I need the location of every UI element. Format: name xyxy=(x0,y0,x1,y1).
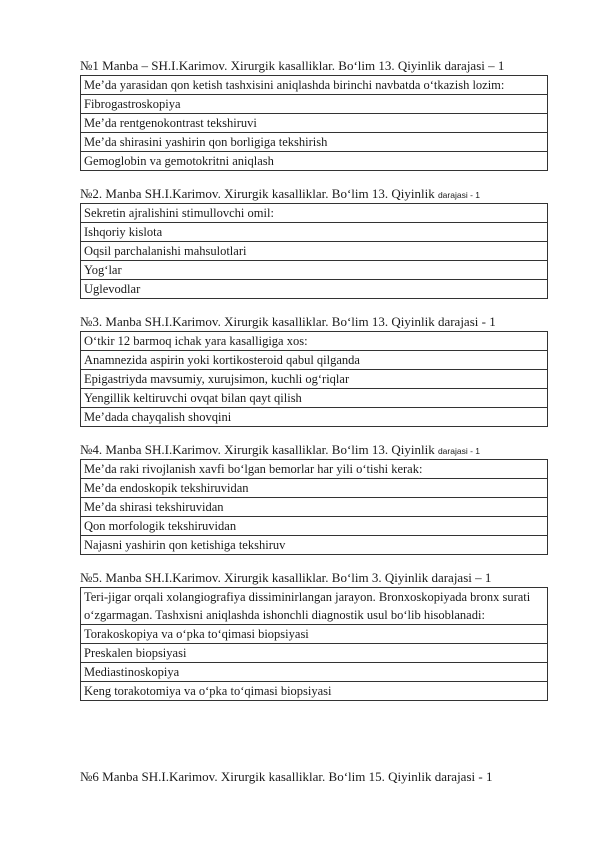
question-block-1 xyxy=(80,58,548,171)
question-block-2 xyxy=(80,186,548,299)
answer-option: Me’dada chayqalish shovqini xyxy=(81,408,548,427)
answer-option: Oqsil parchalanishi mahsulotlari xyxy=(81,242,548,261)
heading-text: №5. Manba SH.I.Karimov. Xirurgik kasalliklar. Bo‘lim 3. Qiyinlik darajasi – 1 xyxy=(80,570,492,585)
answer-option: Gemoglobin va gemotokritni aniqlash xyxy=(81,152,548,171)
question-heading-6: №6 Manba SH.I.Karimov. Xirurgik kasalliklar. Bo‘lim 15. Qiyinlik darajasi - 1 xyxy=(80,769,493,784)
answer-option: Me’da shirasini yashirin qon borligiga tekshirish xyxy=(81,133,548,152)
answer-option: Ishqoriy kislota xyxy=(81,223,548,242)
answer-option: Me’da rentgenokontrast tekshiruvi xyxy=(81,114,548,133)
heading-text: №2. Manba SH.I.Karimov. Xirurgik kasalliklar. Bo‘lim 13. Qiyinlik xyxy=(80,186,435,201)
question-table xyxy=(80,203,548,299)
question-table xyxy=(80,459,548,555)
question-heading xyxy=(80,58,548,75)
question-text: Me’da yarasidan qon ketish tashxisini aniqlashda birinchi navbatda o‘tkazish lozim: xyxy=(81,76,548,95)
question-block-3 xyxy=(80,314,548,427)
answer-option: Qon morfologik tekshiruvidan xyxy=(81,517,548,536)
answer-option: Uglevodlar xyxy=(81,280,548,299)
answer-option: Me’da shirasi tekshiruvidan xyxy=(81,498,548,517)
answer-option: Torakoskopiya va o‘pka to‘qimasi biopsiyasi xyxy=(81,625,548,644)
answer-option: Yog‘lar xyxy=(81,261,548,280)
question-table xyxy=(80,75,548,171)
heading-text: №3. Manba SH.I.Karimov. Xirurgik kasalliklar. Bo‘lim 13. Qiyinlik darajasi - 1 xyxy=(80,314,496,329)
heading-small-text: darajasi - 1 xyxy=(437,190,481,200)
answer-option: Preskalen biopsiyasi xyxy=(81,644,548,663)
question-block-4 xyxy=(80,442,548,555)
question-heading xyxy=(80,314,548,331)
question-text: Teri-jigar orqali xolangiografiya dissiminirlangan jarayon. Bronxoskopiyada bronx surati o‘zgarmagan. Tashxisni aniqlashda ishonchli diagnostik usul bo‘lib hisoblanadi: xyxy=(81,588,548,625)
question-heading xyxy=(80,570,548,587)
question-table xyxy=(80,587,548,701)
question-heading xyxy=(80,186,548,203)
question-text: O‘tkir 12 barmoq ichak yara kasalligiga xos: xyxy=(81,332,548,351)
heading-small-text: darajasi - 1 xyxy=(437,446,481,456)
document-page xyxy=(80,58,548,716)
question-text: Me’da raki rivojlanish xavfi bo‘lgan bemorlar har yili o‘tishi kerak: xyxy=(81,460,548,479)
answer-option: Najasni yashirin qon ketishiga tekshiruv xyxy=(81,536,548,555)
answer-option: Mediastinoskopiya xyxy=(81,663,548,682)
question-heading xyxy=(80,442,548,459)
answer-option: Yengillik keltiruvchi ovqat bilan qayt qilish xyxy=(81,389,548,408)
question-table xyxy=(80,331,548,427)
question-block-5 xyxy=(80,570,548,701)
answer-option: Anamnezida aspirin yoki kortikosteroid qabul qilganda xyxy=(81,351,548,370)
answer-option: Keng torakotomiya va o‘pka to‘qimasi biopsiyasi xyxy=(81,682,548,701)
question-text: Sekretin ajralishini stimullovchi omil: xyxy=(81,204,548,223)
answer-option: Me’da endoskopik tekshiruvidan xyxy=(81,479,548,498)
heading-text: №1 Manba – SH.I.Karimov. Xirurgik kasalliklar. Bo‘lim 13. Qiyinlik darajasi – 1 xyxy=(80,58,505,73)
heading-text: №4. Manba SH.I.Karimov. Xirurgik kasalliklar. Bo‘lim 13. Qiyinlik xyxy=(80,442,435,457)
answer-option: Epigastriyda mavsumiy, xurujsimon, kuchli og‘riqlar xyxy=(81,370,548,389)
answer-option: Fibrogastroskopiya xyxy=(81,95,548,114)
